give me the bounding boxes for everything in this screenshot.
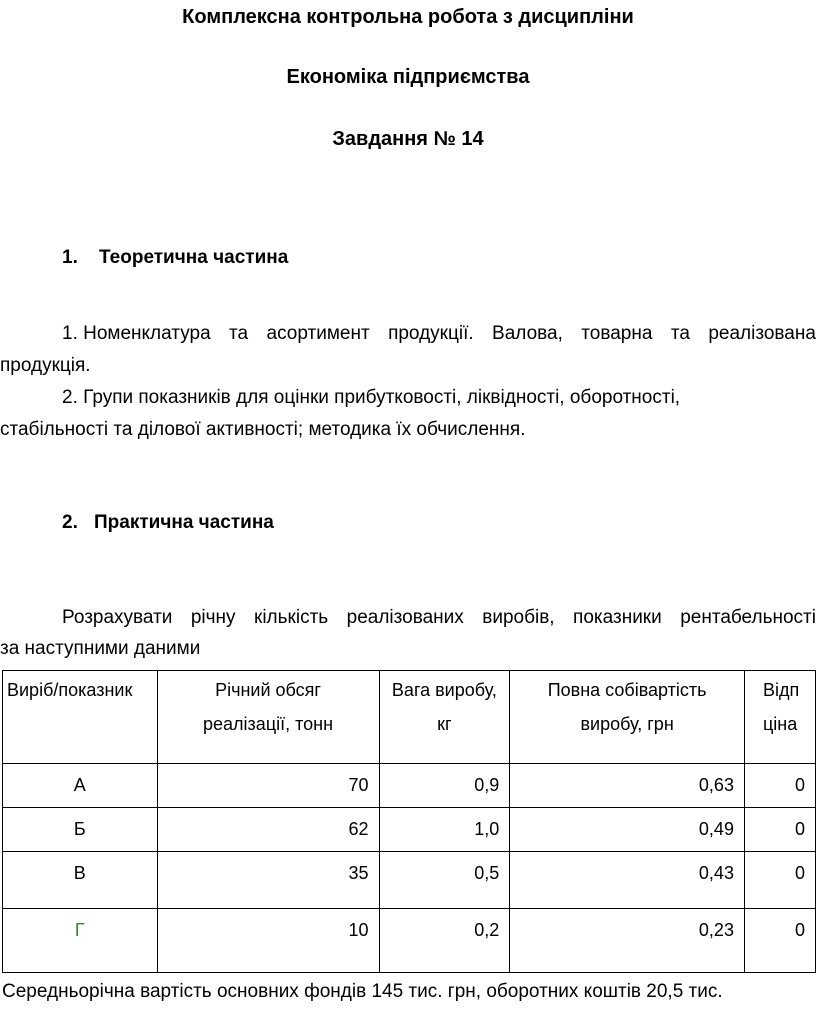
word: асортимент bbox=[266, 323, 370, 344]
word: та bbox=[229, 323, 249, 344]
word: виробів, bbox=[482, 607, 555, 628]
table-cell: 0,49 bbox=[510, 808, 745, 852]
table-cell: 35 bbox=[157, 852, 379, 909]
word: та bbox=[670, 323, 690, 344]
header-cell: Повна собівартість виробу, грн bbox=[510, 671, 745, 764]
word: реалізованих bbox=[346, 607, 464, 628]
word: Розрахувати bbox=[62, 607, 173, 628]
table-cell: 10 bbox=[157, 909, 379, 973]
discipline-title: Економіка підприємства bbox=[286, 66, 530, 88]
table-cell: 62 bbox=[157, 808, 379, 852]
table-cell: 1,0 bbox=[379, 808, 510, 852]
table-cell: 0,9 bbox=[379, 764, 510, 808]
table-cell: 0,5 bbox=[379, 852, 510, 909]
word: кількість bbox=[254, 607, 329, 628]
section-practice-heading bbox=[62, 512, 274, 534]
question-2-line-2: стабільності та ділової активності; методика їх обчислення. bbox=[0, 419, 526, 440]
table-row bbox=[3, 852, 816, 909]
table-cell: 0,2 bbox=[379, 909, 510, 973]
task-line-2: за наступними даними bbox=[0, 638, 201, 659]
word: показники bbox=[573, 607, 662, 628]
data-table bbox=[2, 670, 816, 973]
word: товарна bbox=[581, 323, 653, 344]
table-cell: 0,23 bbox=[510, 909, 745, 973]
table-row bbox=[3, 909, 816, 973]
table-cell: Б bbox=[3, 808, 158, 852]
question-1-line-2: продукція. bbox=[0, 355, 91, 376]
header-cell: Вага виробу, кг bbox=[379, 671, 510, 764]
table-cell: А bbox=[3, 764, 158, 808]
section-number: 1. bbox=[62, 247, 78, 268]
task-line-1 bbox=[62, 607, 816, 629]
question-1-line-1 bbox=[62, 323, 816, 345]
word: Валова, bbox=[492, 323, 563, 344]
table-cell: 0,43 bbox=[510, 852, 745, 909]
word: 1. Номенклатура bbox=[62, 323, 211, 344]
header-cell: Річний обсяг реалізації, тонн bbox=[157, 671, 379, 764]
table-cell: В bbox=[3, 852, 158, 909]
document-title: Комплексна контрольна робота з дисципліни bbox=[182, 6, 634, 28]
word: рентабельності bbox=[680, 607, 816, 628]
section-title: Практична частина bbox=[94, 512, 274, 533]
section-number: 2. bbox=[62, 512, 78, 533]
table-cell: 0 bbox=[744, 808, 815, 852]
table-row bbox=[3, 808, 816, 852]
header-cell: Відп ціна bbox=[744, 671, 815, 764]
table-row bbox=[3, 764, 816, 808]
table-cell: 0 bbox=[744, 764, 815, 808]
table-cell: 0 bbox=[744, 909, 815, 973]
task-number: Завдання № 14 bbox=[332, 128, 484, 150]
header-cell: Виріб/показник bbox=[3, 671, 158, 764]
section-title: Теоретична частина bbox=[99, 247, 289, 268]
word: річну bbox=[190, 607, 236, 628]
table-header-row bbox=[3, 671, 816, 764]
question-2-line-1: 2. Групи показників для оцінки прибутковості, ліквідності, оборотності, bbox=[62, 387, 681, 408]
word: реалізована bbox=[708, 323, 816, 344]
table-cell: 70 bbox=[157, 764, 379, 808]
table-cell: 0,63 bbox=[510, 764, 745, 808]
section-theory-heading bbox=[62, 247, 288, 269]
word: продукції. bbox=[388, 323, 474, 344]
table-cell-highlighted: Г bbox=[3, 909, 158, 973]
footer-text: Середньорічна вартість основних фондів 145 тис. грн, оборотних коштів 20,5 тис. bbox=[2, 981, 723, 1002]
table-cell: 0 bbox=[744, 852, 815, 909]
